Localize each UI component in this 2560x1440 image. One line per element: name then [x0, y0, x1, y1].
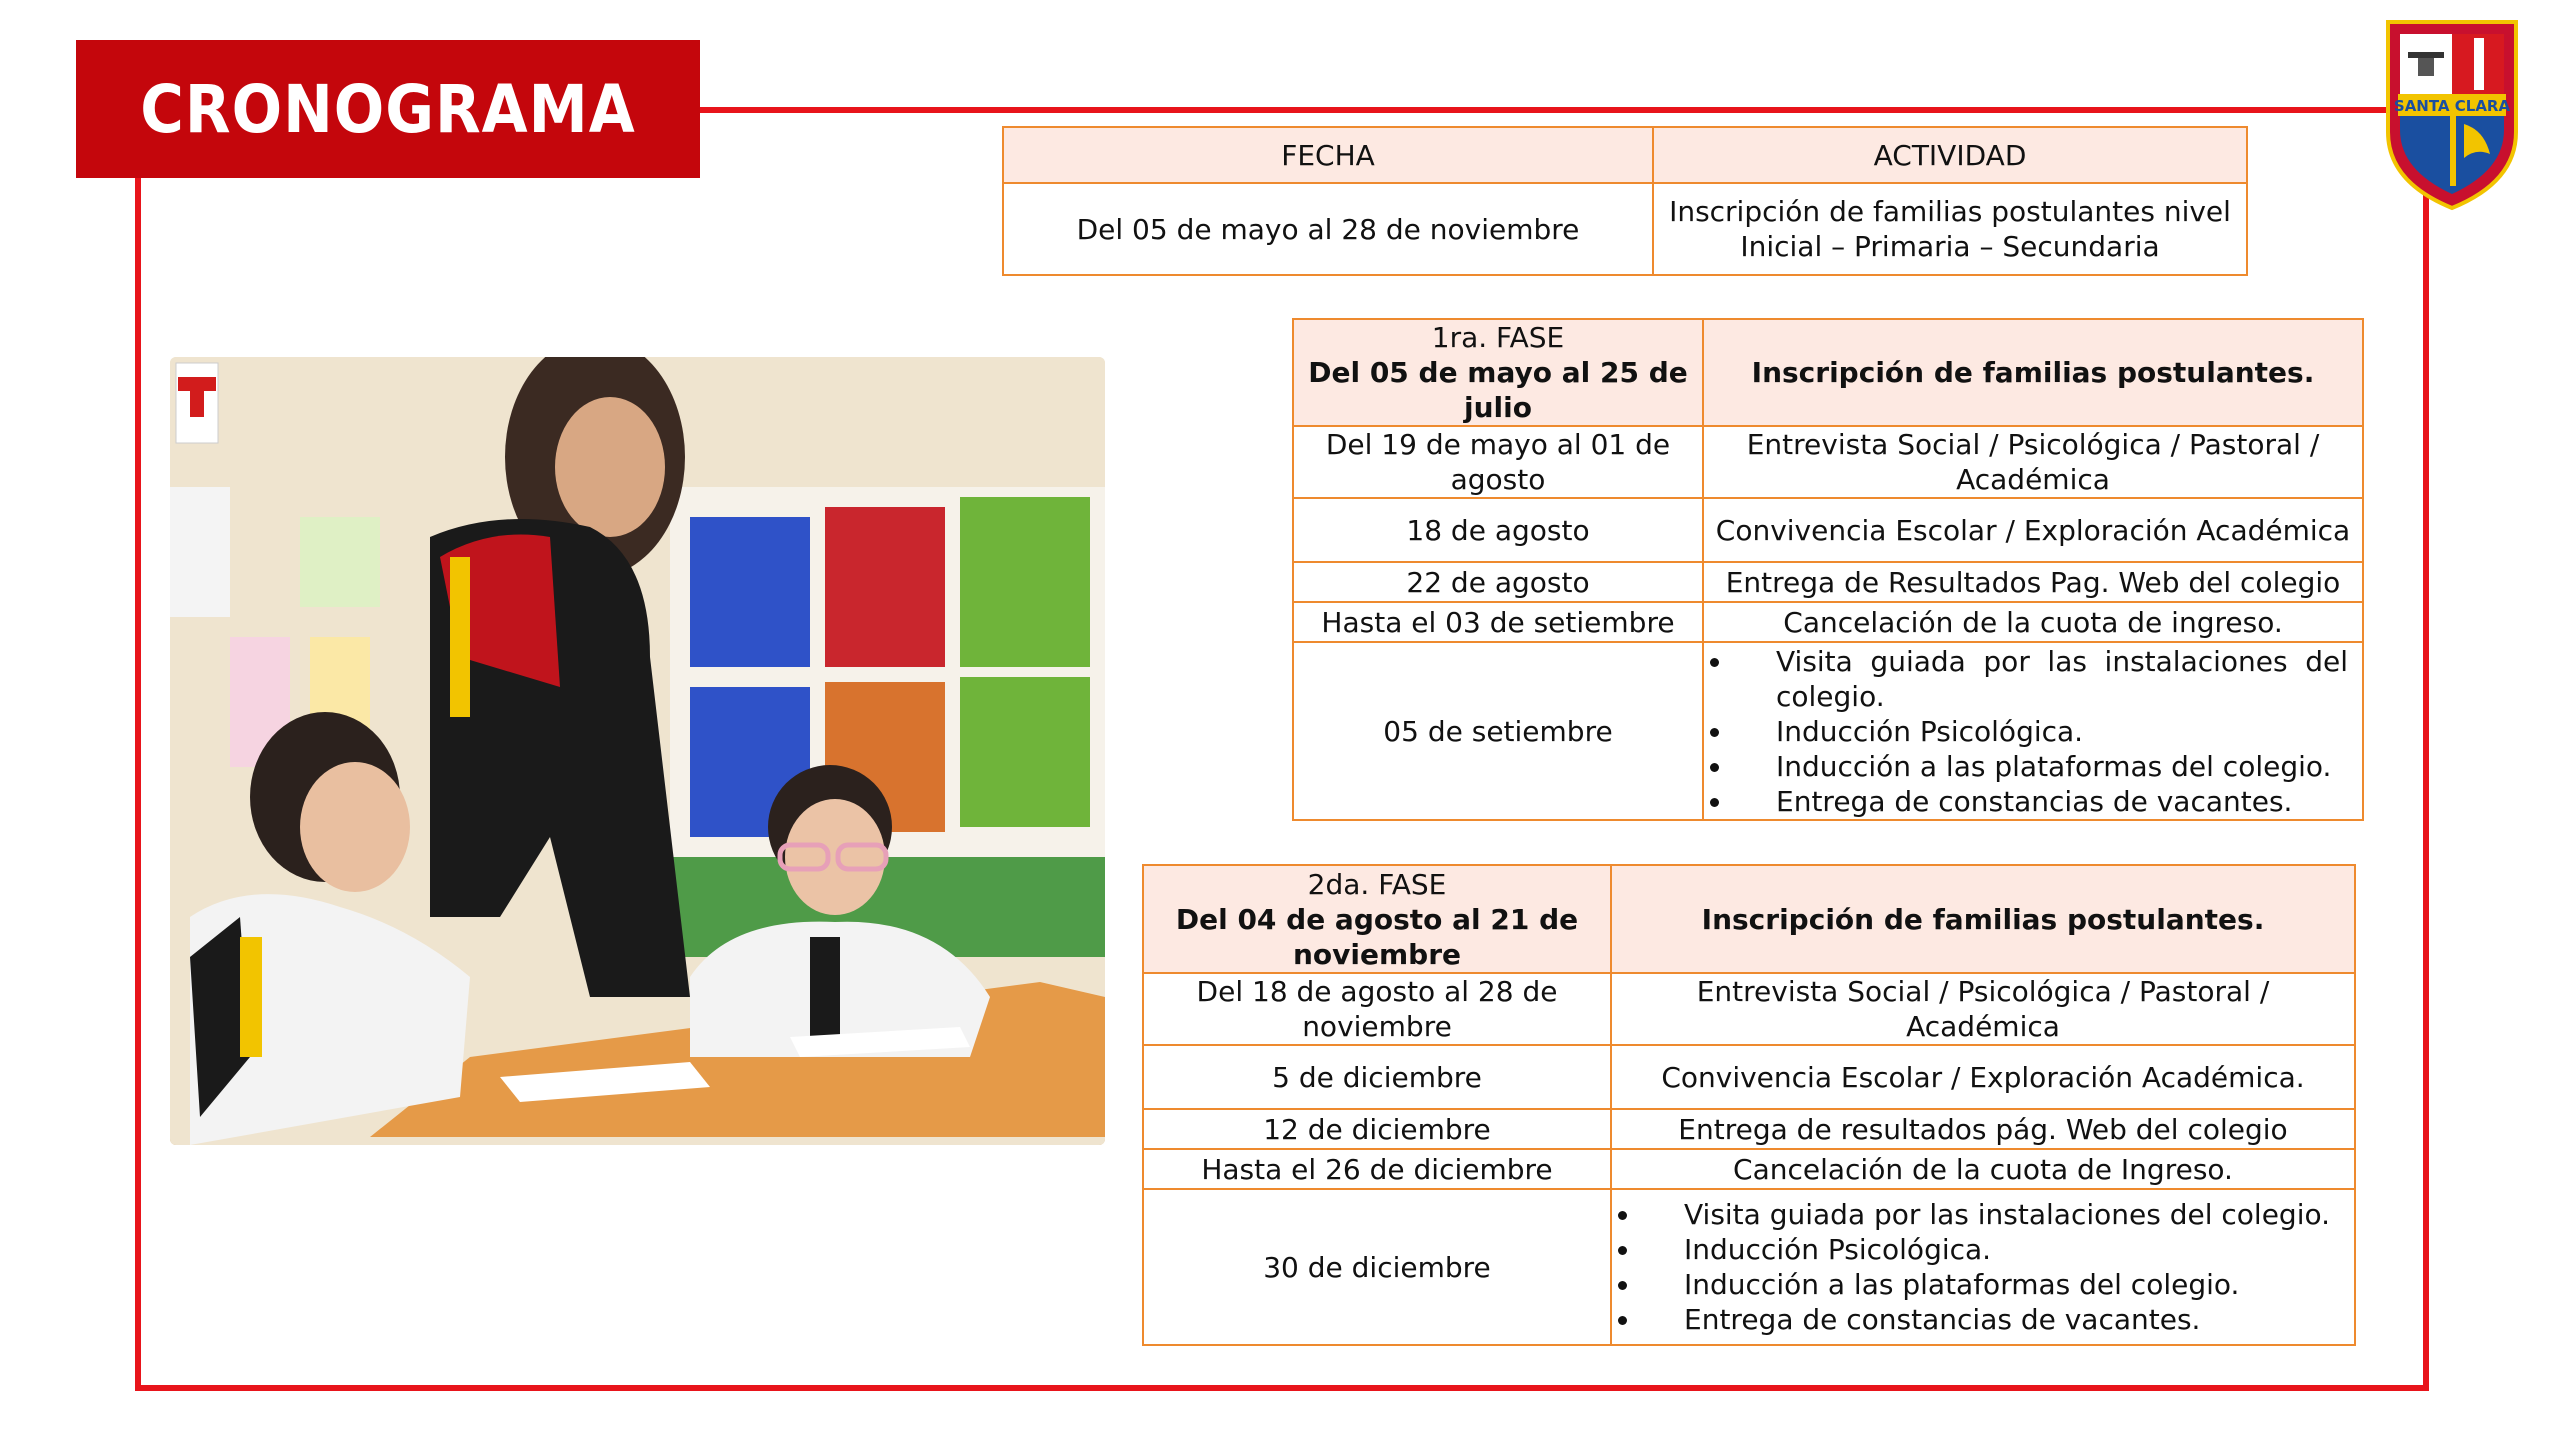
phase1-row-activity: Entrevista Social / Psicológica / Pastoral / Académica: [1703, 426, 2363, 498]
list-item: Visita guiada por las instalaciones del colegio.: [1612, 1197, 2340, 1232]
page-title-banner: [76, 40, 700, 178]
phase2-row-date: 12 de diciembre: [1143, 1109, 1611, 1149]
page-title: CRONOGRAMA: [140, 70, 636, 148]
phase1-row-date: Del 19 de mayo al 01 de agosto: [1293, 426, 1703, 498]
school-crest-logo: [2378, 12, 2526, 212]
phase1-row-date: Hasta el 03 de setiembre: [1293, 602, 1703, 642]
list-item: Visita guiada por las instalaciones del colegio.: [1704, 644, 2348, 714]
table-row: [1003, 183, 2247, 275]
crest-text: SANTA CLARA: [2393, 97, 2511, 115]
table-row: [1293, 642, 2363, 820]
phase1-final-date: 05 de setiembre: [1293, 642, 1703, 820]
table-row: [1293, 498, 2363, 562]
phase1-header-activity: Inscripción de familias postulantes.: [1703, 319, 2363, 426]
list-item: Entrega de constancias de vacantes.: [1612, 1302, 2340, 1337]
phase1-row-activity: Convivencia Escolar / Exploración Académica: [1703, 498, 2363, 562]
summary-header-row: [1003, 127, 2247, 183]
list-item: Inducción a las plataformas del colegio.: [1612, 1267, 2340, 1302]
phase2-row-activity: Entrega de resultados pág. Web del colegio: [1611, 1109, 2355, 1149]
column-header-fecha: FECHA: [1003, 127, 1653, 183]
phase2-table: [1142, 864, 2356, 1346]
phase1-row-activity: Cancelación de la cuota de ingreso.: [1703, 602, 2363, 642]
table-row: [1143, 1189, 2355, 1345]
phase2-header-activity: Inscripción de familias postulantes.: [1611, 865, 2355, 973]
table-row: [1293, 562, 2363, 602]
phase2-title: 2da. FASE: [1307, 867, 1447, 901]
phase1-title: 1ra. FASE: [1431, 321, 1565, 354]
table-row: [1143, 1045, 2355, 1109]
summary-date: Del 05 de mayo al 28 de noviembre: [1003, 183, 1653, 275]
phase2-header-date: [1143, 865, 1611, 973]
phase2-row-activity: Convivencia Escolar / Exploración Académica.: [1611, 1045, 2355, 1109]
phase2-row-date: Del 18 de agosto al 28 de noviembre: [1143, 973, 1611, 1045]
table-row: [1293, 602, 2363, 642]
phase1-table: [1292, 318, 2364, 821]
summary-table: [1002, 126, 2248, 276]
phase1-range: Del 05 de mayo al 25 de julio: [1308, 356, 1688, 424]
table-row: [1143, 1109, 2355, 1149]
phase2-row-date: 5 de diciembre: [1143, 1045, 1611, 1109]
table-row: [1293, 426, 2363, 498]
phase2-final-list: [1611, 1189, 2355, 1345]
phase2-row-activity: Cancelación de la cuota de Ingreso.: [1611, 1149, 2355, 1189]
phase1-final-list: [1703, 642, 2363, 820]
list-item: Inducción a las plataformas del colegio.: [1704, 749, 2348, 784]
summary-activity: Inscripción de familias postulantes nivel Inicial – Primaria – Secundaria: [1653, 183, 2247, 275]
phase1-row-date: 22 de agosto: [1293, 562, 1703, 602]
table-row: [1143, 1149, 2355, 1189]
list-item: Inducción Psicológica.: [1704, 714, 2348, 749]
phase2-row-activity: Entrevista Social / Psicológica / Pastoral / Académica: [1611, 973, 2355, 1045]
phase2-row-date: Hasta el 26 de diciembre: [1143, 1149, 1611, 1189]
phase2-header-row: [1143, 865, 2355, 973]
phase1-row-activity: Entrega de Resultados Pag. Web del colegio: [1703, 562, 2363, 602]
phase2-range: Del 04 de agosto al 21 de noviembre: [1175, 902, 1579, 971]
column-header-actividad: ACTIVIDAD: [1653, 127, 2247, 183]
phase1-header-row: [1293, 319, 2363, 426]
classroom-photo: [170, 357, 1105, 1145]
phase1-row-date: 18 de agosto: [1293, 498, 1703, 562]
list-item: Inducción Psicológica.: [1612, 1232, 2340, 1267]
list-item: Entrega de constancias de vacantes.: [1704, 784, 2348, 819]
phase2-final-date: 30 de diciembre: [1143, 1189, 1611, 1345]
table-row: [1143, 973, 2355, 1045]
phase1-header-date: [1293, 319, 1703, 426]
